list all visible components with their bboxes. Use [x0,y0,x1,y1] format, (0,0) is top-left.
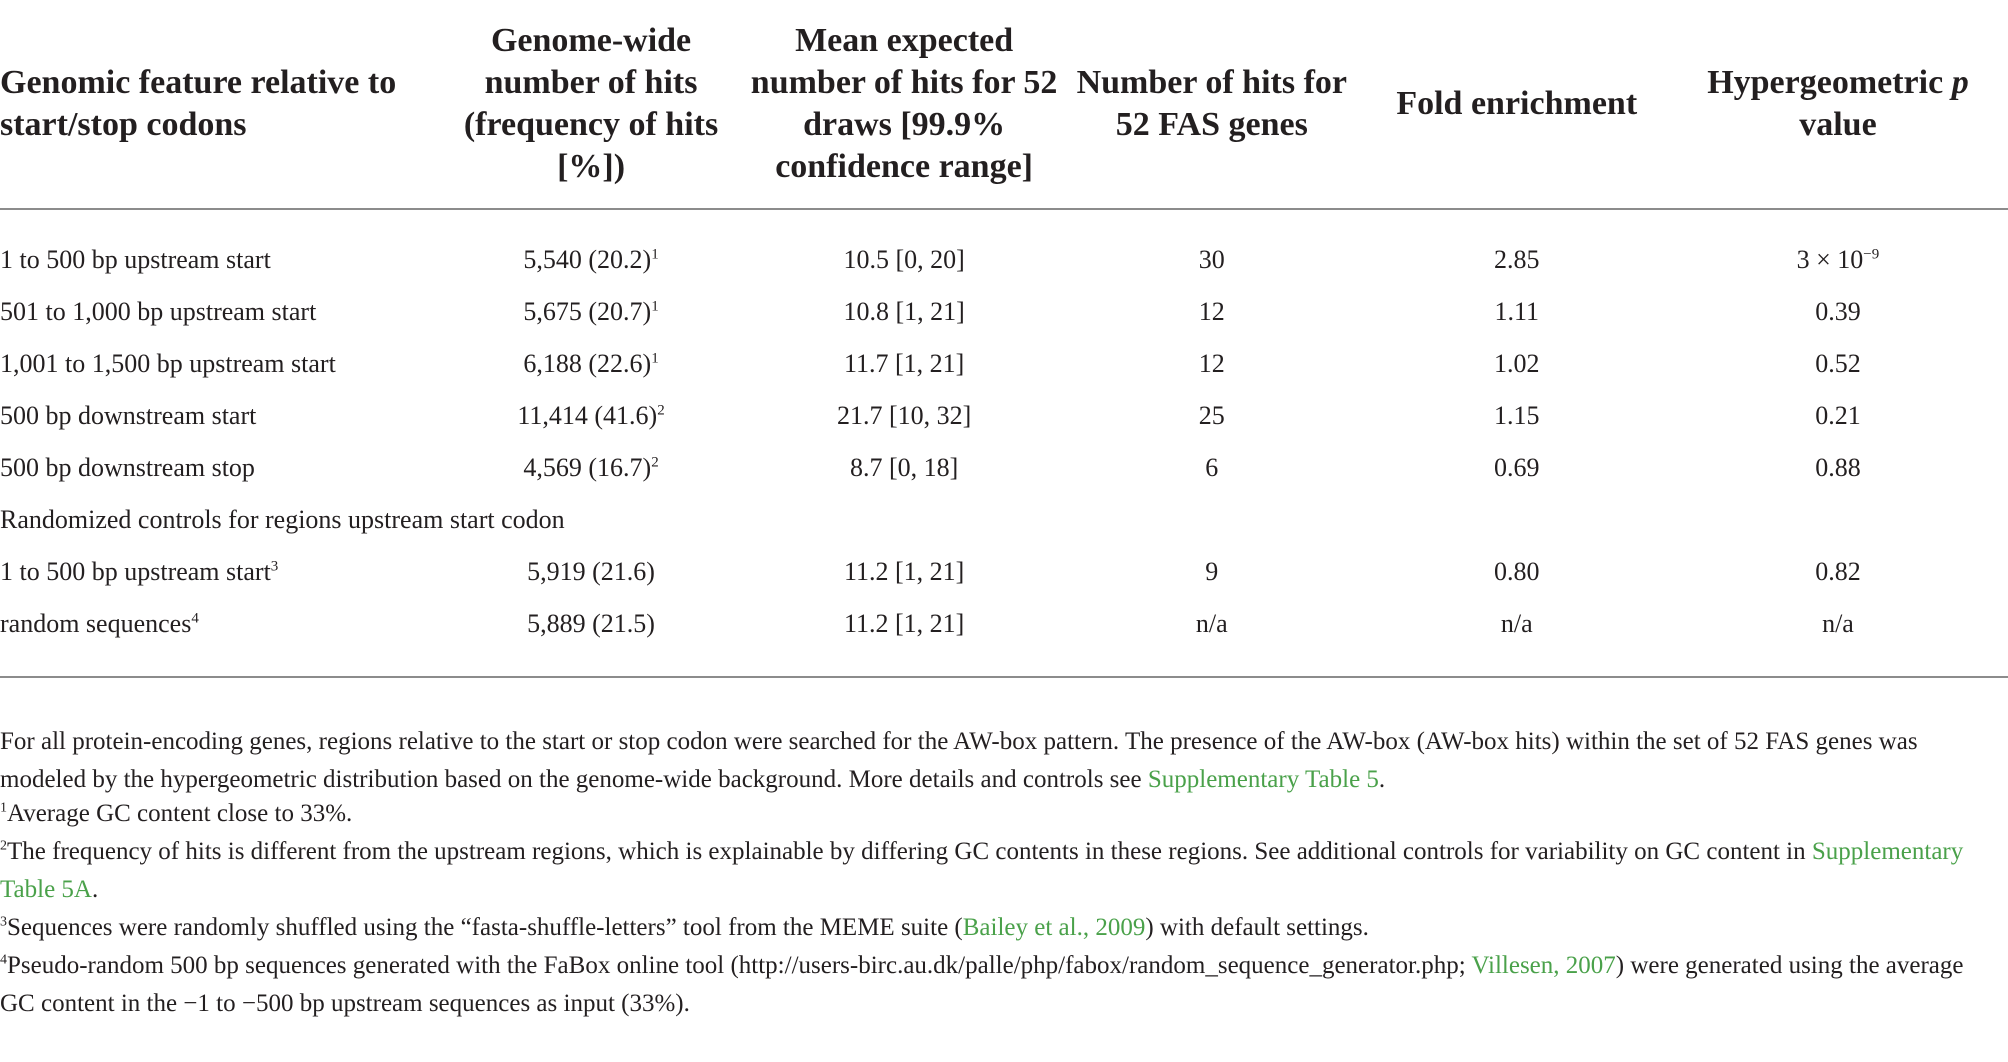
footnote-2 [0,833,2000,909]
footnote-4 [0,947,2000,1023]
results-table-container [0,20,2008,678]
footnote-4-text: Pseudo-random 500 bp sequences generated with the FaBox online tool (http://users-birc.au.dk/palle/php/fabox/random_sequence_generator.php; [7,952,1472,979]
footnote-2-mark: 2 [0,838,7,854]
cell-mean-expected: 11.7 [1, 21] [843,349,965,378]
table-header [0,20,2008,209]
footnote-ref: 2 [657,402,665,419]
cell-fold-enrichment: 1.02 [1494,349,1540,378]
cell-fas-hits: 9 [1205,557,1219,586]
cell-mean-expected: 8.7 [0, 18] [849,453,959,482]
cell-p-value: 0.21 [1815,401,1861,430]
cell-feature: 1 to 500 bp upstream start [0,245,271,274]
cell-fas-hits: 30 [1198,245,1225,274]
cell-p-exponent: −9 [1863,246,1880,263]
footnote-1-mark: 1 [0,800,7,816]
cell-fold-enrichment: 0.69 [1494,453,1540,482]
cell-feature [0,546,432,598]
header-fold-enrichment: Fold enrichment [1396,85,1638,122]
header-hypergeometric-p [1668,20,2008,209]
table-row [0,442,2008,494]
cell-fold-enrichment: 1.15 [1494,401,1540,430]
cell-feature-text: 1 to 500 bp upstream start [0,557,271,586]
footnote-2-end: . [91,876,99,903]
footnote-ref: 1 [651,298,659,315]
table-row [0,286,2008,338]
cell-p-value: 0.39 [1815,297,1861,326]
header-fas-hits: Number of hits for 52 FAS genes [1076,64,1347,143]
header-genome-wide-hits: Genome-wide number of hits (frequency of hits [%]) [463,22,719,185]
footnote-4-end: ) were generated using the average GC content in the −1 to −500 bp upstream sequences as input (33%). [0,952,1964,1017]
table-row [0,209,2008,286]
supplementary-table-5-link[interactable]: Supplementary Table 5 [1147,766,1379,793]
cell-fas-hits: 12 [1198,349,1225,378]
bailey-2009-link[interactable]: Bailey et al., 2009 [962,914,1146,941]
footnote-1-text: Average GC content close to 33%. [7,800,353,827]
section-label-randomized-controls: Randomized controls for regions upstream start codon [0,505,565,534]
cell-p-base: 3 × 10 [1796,245,1864,274]
table-row [0,338,2008,390]
cell-fas-hits: n/a [1195,609,1228,638]
cell-genome-wide [432,209,750,286]
table-row [0,598,2008,677]
cell-genome-wide [432,390,750,442]
cell-genome-wide: 5,889 (21.5) [527,609,655,638]
cell-feature: 500 bp downstream start [0,401,257,430]
footnote-intro [0,723,2000,799]
footnote-3-mark: 3 [0,914,7,930]
table-row [0,546,2008,598]
footnote-4-mark: 4 [0,952,7,968]
header-hypergeometric-label: Hypergeometric [1707,64,1944,101]
cell-feature: 500 bp downstream stop [0,453,255,482]
cell-p-value: 0.88 [1815,453,1861,482]
header-value-label: value [1799,106,1877,143]
cell-genome-value: 5,540 (20.2) [523,245,652,274]
aw-box-enrichment-table [0,20,2008,678]
footnote-3-text: Sequences were randomly shuffled using the “fasta-shuffle-letters” tool from the MEME suite ( [7,914,963,941]
cell-fas-hits: 25 [1198,401,1225,430]
cell-genome-value: 4,569 (16.7) [523,453,652,482]
footnote-ref: 1 [651,246,659,263]
footnote-ref: 2 [651,454,659,471]
cell-genome-value: 6,188 (22.6) [523,349,652,378]
cell-genome-wide [432,338,750,390]
cell-genome-wide: 5,919 (21.6) [527,557,655,586]
cell-feature [0,598,432,677]
footnote-3 [0,909,2000,947]
footnote-intro-end: . [1378,766,1386,793]
cell-feature: 501 to 1,000 bp upstream start [0,297,317,326]
cell-fold-enrichment: 1.11 [1494,297,1540,326]
footnote-3-end: ) with default settings. [1145,914,1369,941]
footnote-2-text: The frequency of hits is different from the upstream regions, which is explainable by differing GC contents in these regions. See additional controls for variability on GC content in [7,838,1806,865]
cell-fold-enrichment: 2.85 [1494,245,1540,274]
cell-fold-enrichment: 0.80 [1494,557,1540,586]
cell-genome-value: 5,675 (20.7) [523,297,652,326]
cell-mean-expected: 11.2 [1, 21] [843,609,965,638]
cell-fold-enrichment: n/a [1500,609,1533,638]
table-row [0,390,2008,442]
cell-fas-hits: 12 [1198,297,1225,326]
footnote-ref: 1 [651,350,659,367]
cell-genome-value: 11,414 (41.6) [517,401,658,430]
header-genomic-feature: Genomic feature relative to start/stop codons [0,64,397,143]
header-mean-expected: Mean expected number of hits for 52 draws [99.9% confidence range] [750,22,1058,185]
footnote-1 [0,795,2000,833]
header-p-italic: p [1951,64,1969,101]
cell-genome-wide [432,442,750,494]
footnote-ref: 4 [191,610,199,627]
cell-p-value [1668,209,2008,286]
supplementary-table-5a-link[interactable]: Supplementary Table 5A [0,838,1964,903]
header-row [0,20,2008,209]
cell-mean-expected: 21.7 [10, 32] [836,401,972,430]
footnote-ref: 3 [270,558,279,575]
footnote-intro-text: For all protein-encoding genes, regions relative to the start or stop codon were searched for the AW-box pattern. The presence of the AW-box (AW-box hits) within the set of 52 FAS genes was modeled by the hypergeometric distribution based on the genome-wide background. More details and controls see [0,728,1918,793]
cell-p-value: 0.52 [1815,349,1861,378]
cell-p-value: 0.82 [1815,557,1861,586]
cell-p-value: n/a [1822,609,1854,638]
cell-mean-expected: 11.2 [1, 21] [843,557,965,586]
cell-mean-expected: 10.8 [1, 21] [843,297,965,326]
villesen-2007-link[interactable]: Villesen, 2007 [1471,952,1616,979]
cell-feature: 1,001 to 1,500 bp upstream start [0,349,336,378]
cell-genome-wide [432,286,750,338]
table-body [0,209,2008,677]
section-row [0,494,2008,546]
cell-mean-expected: 10.5 [0, 20] [843,245,965,274]
cell-feature-text: random sequences [0,609,192,638]
cell-fas-hits: 6 [1205,453,1219,482]
